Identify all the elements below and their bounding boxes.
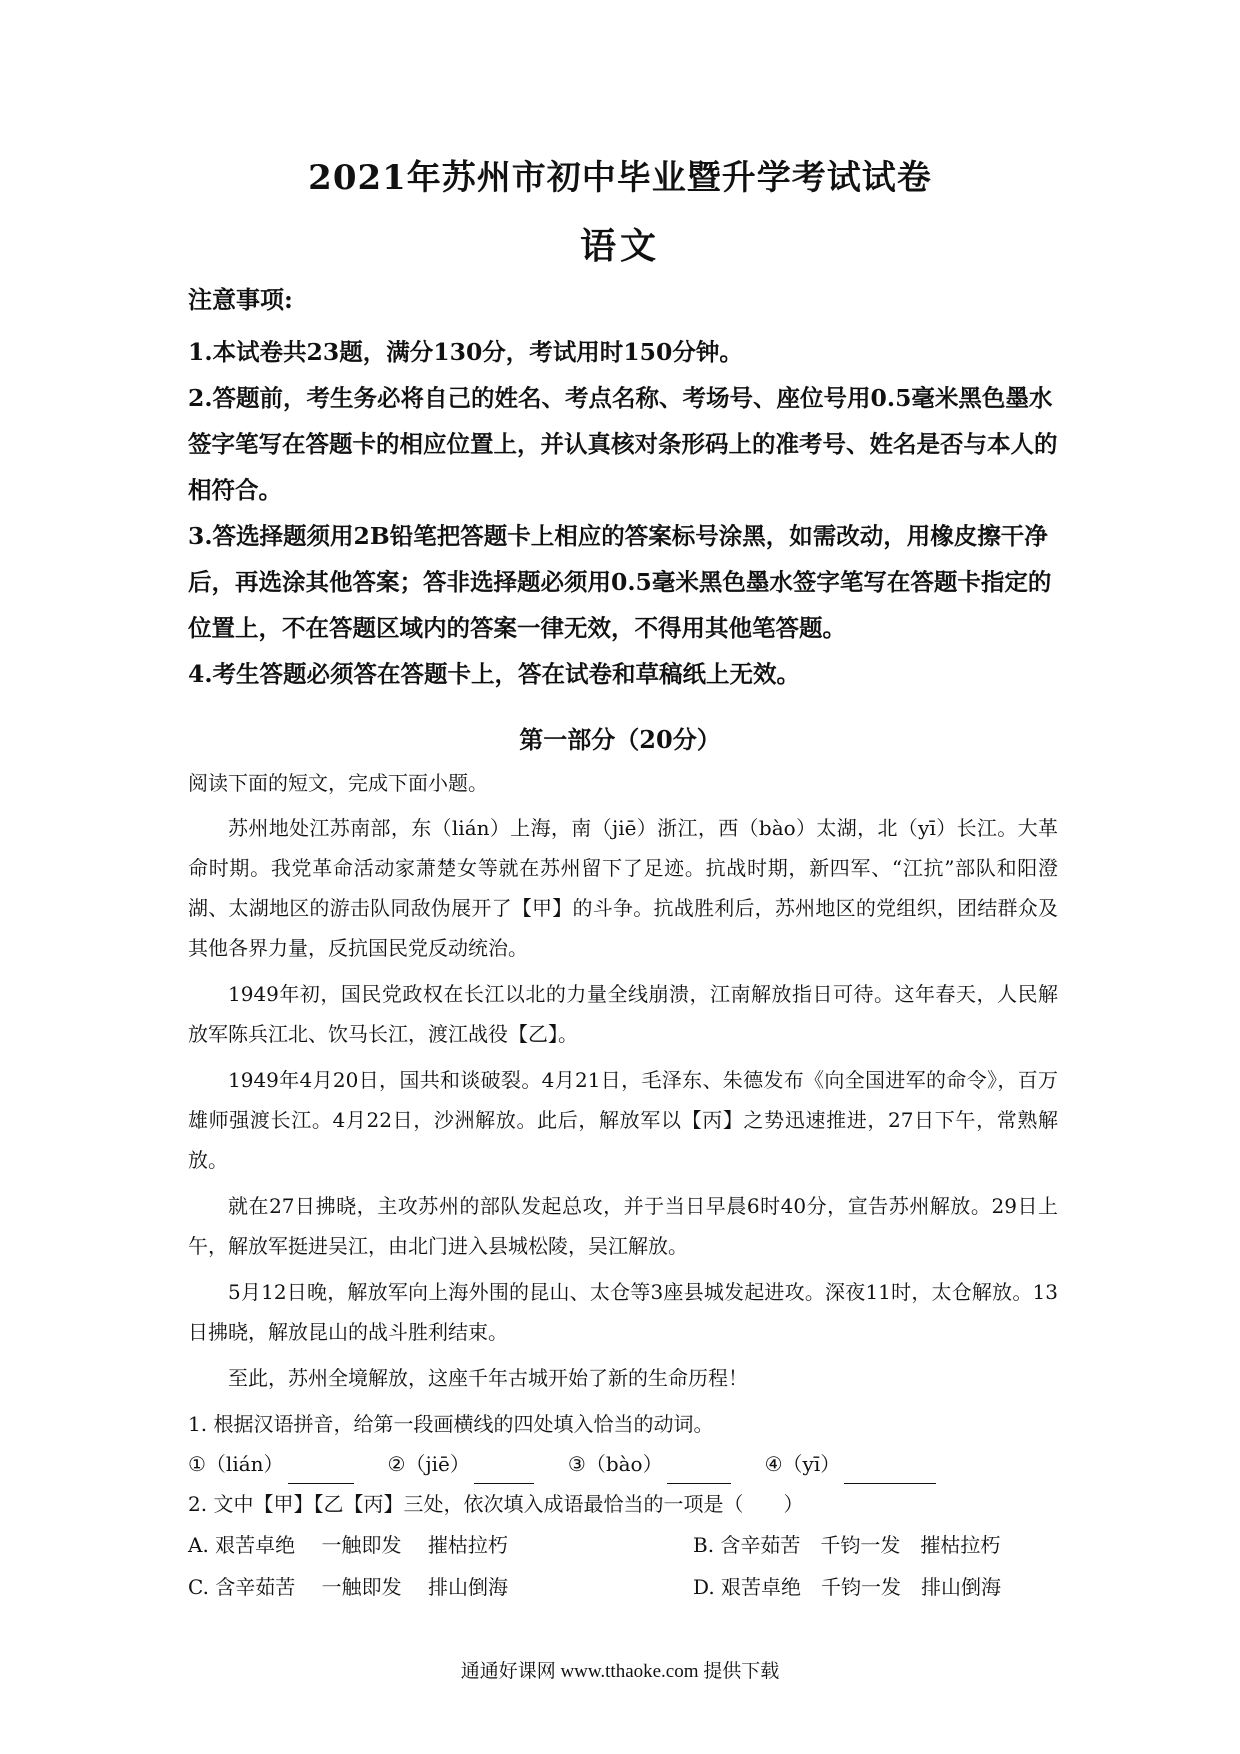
- reading-passage: [188, 764, 1058, 1404]
- questions-section: [188, 1404, 1068, 1608]
- passage-paragraph: 1949年初，国民党政权在长江以北的力量全线崩溃，江南解放指日可待。这年春天，人民解放军陈兵江北、饮马长江，渡江战役【乙】。: [188, 982, 1058, 1046]
- passage-paragraph: 就在27日拂晓，主攻苏州的部队发起总攻，并于当日早晨6时40分，宣告苏州解放。29日上午，解放军挺进吴江，由北门进入县城松陵，吴江解放。: [188, 1194, 1058, 1258]
- answer-blank[interactable]: ③（bào）: [568, 1444, 731, 1484]
- question-1: 1. 根据汉语拼音，给第一段画横线的四处填入恰当的动词。: [188, 1412, 714, 1436]
- passage-paragraph: 1949年4月20日，国共和谈破裂。4月21日，毛泽东、朱德发布《向全国进军的命令》，百万雄师强渡长江。4月22日，沙洲解放。此后，解放军以【丙】之势迅速推进，27日下午，常熟解放。: [188, 1068, 1058, 1172]
- notes-section: [188, 280, 1068, 697]
- blank-line: [474, 1461, 534, 1484]
- part-title: 第一部分（20分）: [519, 725, 721, 754]
- option-c[interactable]: C. 含辛茹苦 一触即发 排山倒海: [188, 1575, 509, 1599]
- option-d[interactable]: D. 艰苦卓绝 千钧一发 排山倒海: [693, 1575, 1002, 1599]
- answer-blank[interactable]: ②（jiē）: [388, 1444, 534, 1484]
- note-item: 3.答选择题须用2B铅笔把答题卡上相应的答案标号涂黑，如需改动，用橡皮擦干净后，再选涂其他答案；答非选择题必须用0.5毫米黑色墨水签字笔写在答题卡指定的位置上，不在答题区域内的答案一律无效，不得用其他笔答题。: [188, 522, 1052, 642]
- notes-heading: 注意事项:: [188, 285, 293, 314]
- blank-line: [667, 1461, 731, 1484]
- note-item: 2.答题前，考生务必将自己的姓名、考点名称、考场号、座位号用0.5毫米黑色墨水签字笔写在答题卡的相应位置上，并认真核对条形码上的准考号、姓名是否与本人的相符合。: [188, 384, 1058, 504]
- q1-blanks: [188, 1444, 1068, 1484]
- page-footer: 通通好课网 www.tthaoke.com 提供下载: [460, 1661, 780, 1682]
- passage-paragraph: 5月12日晚，解放军向上海外围的昆山、太仓等3座县城发起进攻。深夜11时，太仓解放。13日拂晓，解放昆山的战斗胜利结束。: [188, 1280, 1058, 1344]
- option-b[interactable]: B. 含辛茹苦 千钧一发 摧枯拉朽: [693, 1533, 1001, 1557]
- answer-blank[interactable]: ④（yī）: [765, 1444, 937, 1484]
- answer-blank[interactable]: ①（lián）: [188, 1444, 354, 1484]
- note-item: 4.考生答题必须答在答题卡上，答在试卷和草稿纸上无效。: [188, 660, 801, 688]
- option-a[interactable]: A. 艰苦卓绝 一触即发 摧枯拉朽: [188, 1533, 508, 1557]
- passage-paragraph: 至此，苏州全境解放，这座千年古城开始了新的生命历程！: [228, 1366, 748, 1390]
- exam-title: 2021年苏州市初中毕业暨升学考试试卷: [308, 158, 932, 198]
- blank-line: [844, 1461, 936, 1484]
- reading-intro: 阅读下面的短文，完成下面小题。: [188, 771, 488, 795]
- question-2: 2. 文中【甲】【乙【丙】三处，依次填入成语最恰当的一项是（ ）: [188, 1492, 804, 1516]
- q2-options: [188, 1524, 1068, 1608]
- subject-title: 语文: [579, 225, 660, 267]
- note-item: 1.本试卷共23题，满分130分，考试用时150分钟。: [188, 338, 743, 366]
- blank-line: [288, 1461, 354, 1484]
- passage-paragraph: 苏州地处江苏南部，东（lián）上海，南（jiē）浙江，西（bào）太湖，北（yī）长江。大革命时期。我党革命活动家萧楚女等就在苏州留下了足迹。抗战时期，新四军、“江抗”部队和阳澄湖、太湖地区的游击队同敌伪展开了【甲】的斗争。抗战胜利后，苏州地区的党组织，团结群众及其他各界力量，反抗国民党反动统治。: [188, 816, 1058, 960]
